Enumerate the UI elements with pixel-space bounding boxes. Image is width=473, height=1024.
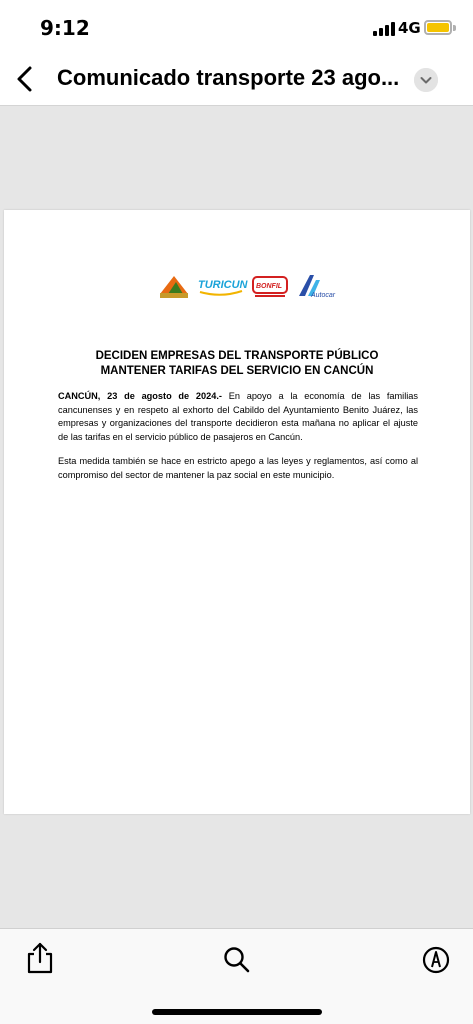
headline-line-2: MANTENER TARIFAS DEL SERVICIO EN CANCÚN bbox=[100, 365, 374, 377]
title-menu-chevron-icon[interactable] bbox=[414, 68, 438, 92]
navigation-bar bbox=[0, 56, 473, 106]
battery-tip bbox=[453, 25, 456, 31]
document-title[interactable]: Comunicado transporte 23 ago... bbox=[57, 65, 400, 90]
back-chevron-icon[interactable] bbox=[10, 62, 40, 96]
paragraph-1 bbox=[58, 390, 418, 444]
turicun-wordmark bbox=[196, 276, 246, 298]
press-release-headline bbox=[44, 349, 430, 379]
pdf-page bbox=[4, 210, 470, 814]
network-type: 4G bbox=[398, 19, 421, 37]
dateline: CANCÚN, 23 de agosto de 2024.- bbox=[58, 391, 222, 401]
company-logos bbox=[156, 272, 336, 304]
search-icon[interactable] bbox=[220, 943, 254, 977]
bottom-toolbar bbox=[0, 928, 473, 1024]
paragraph-1-text: En apoyo a la economía de las familias cancunenses y en respeto al exhorto del Cabildo del Ayuntamiento Benito Juárez, las empresas y organizaciones del transporte decidieron esta mañana no aplicar el ajuste de las tarifas en el servicio público de pasajeros en Cancún. bbox=[58, 391, 418, 442]
svg-text:TURICUN: TURICUN bbox=[198, 279, 248, 291]
svg-text:Autocar: Autocar bbox=[311, 292, 336, 299]
cellular-signal-icon bbox=[373, 22, 395, 36]
markup-icon[interactable] bbox=[419, 943, 453, 977]
press-release-body bbox=[58, 390, 418, 493]
svg-text:BONFIL: BONFIL bbox=[256, 283, 283, 290]
document-viewer[interactable] bbox=[0, 107, 473, 928]
battery-icon bbox=[424, 20, 452, 35]
bonfil-logo bbox=[252, 274, 290, 300]
home-indicator[interactable] bbox=[152, 1009, 322, 1015]
autocar-logo bbox=[296, 272, 336, 302]
share-icon[interactable] bbox=[23, 941, 57, 975]
status-time: 9:12 bbox=[40, 16, 90, 40]
headline-line-1: DECIDEN EMPRESAS DEL TRANSPORTE PÚBLICO bbox=[95, 350, 379, 362]
turicun-logo bbox=[156, 272, 192, 300]
status-bar bbox=[0, 0, 473, 56]
paragraph-2: Esta medida también se hace en estricto apego a las leyes y reglamentos, así como al compromiso del sector de mantener la paz social en este municipio. bbox=[58, 456, 418, 480]
